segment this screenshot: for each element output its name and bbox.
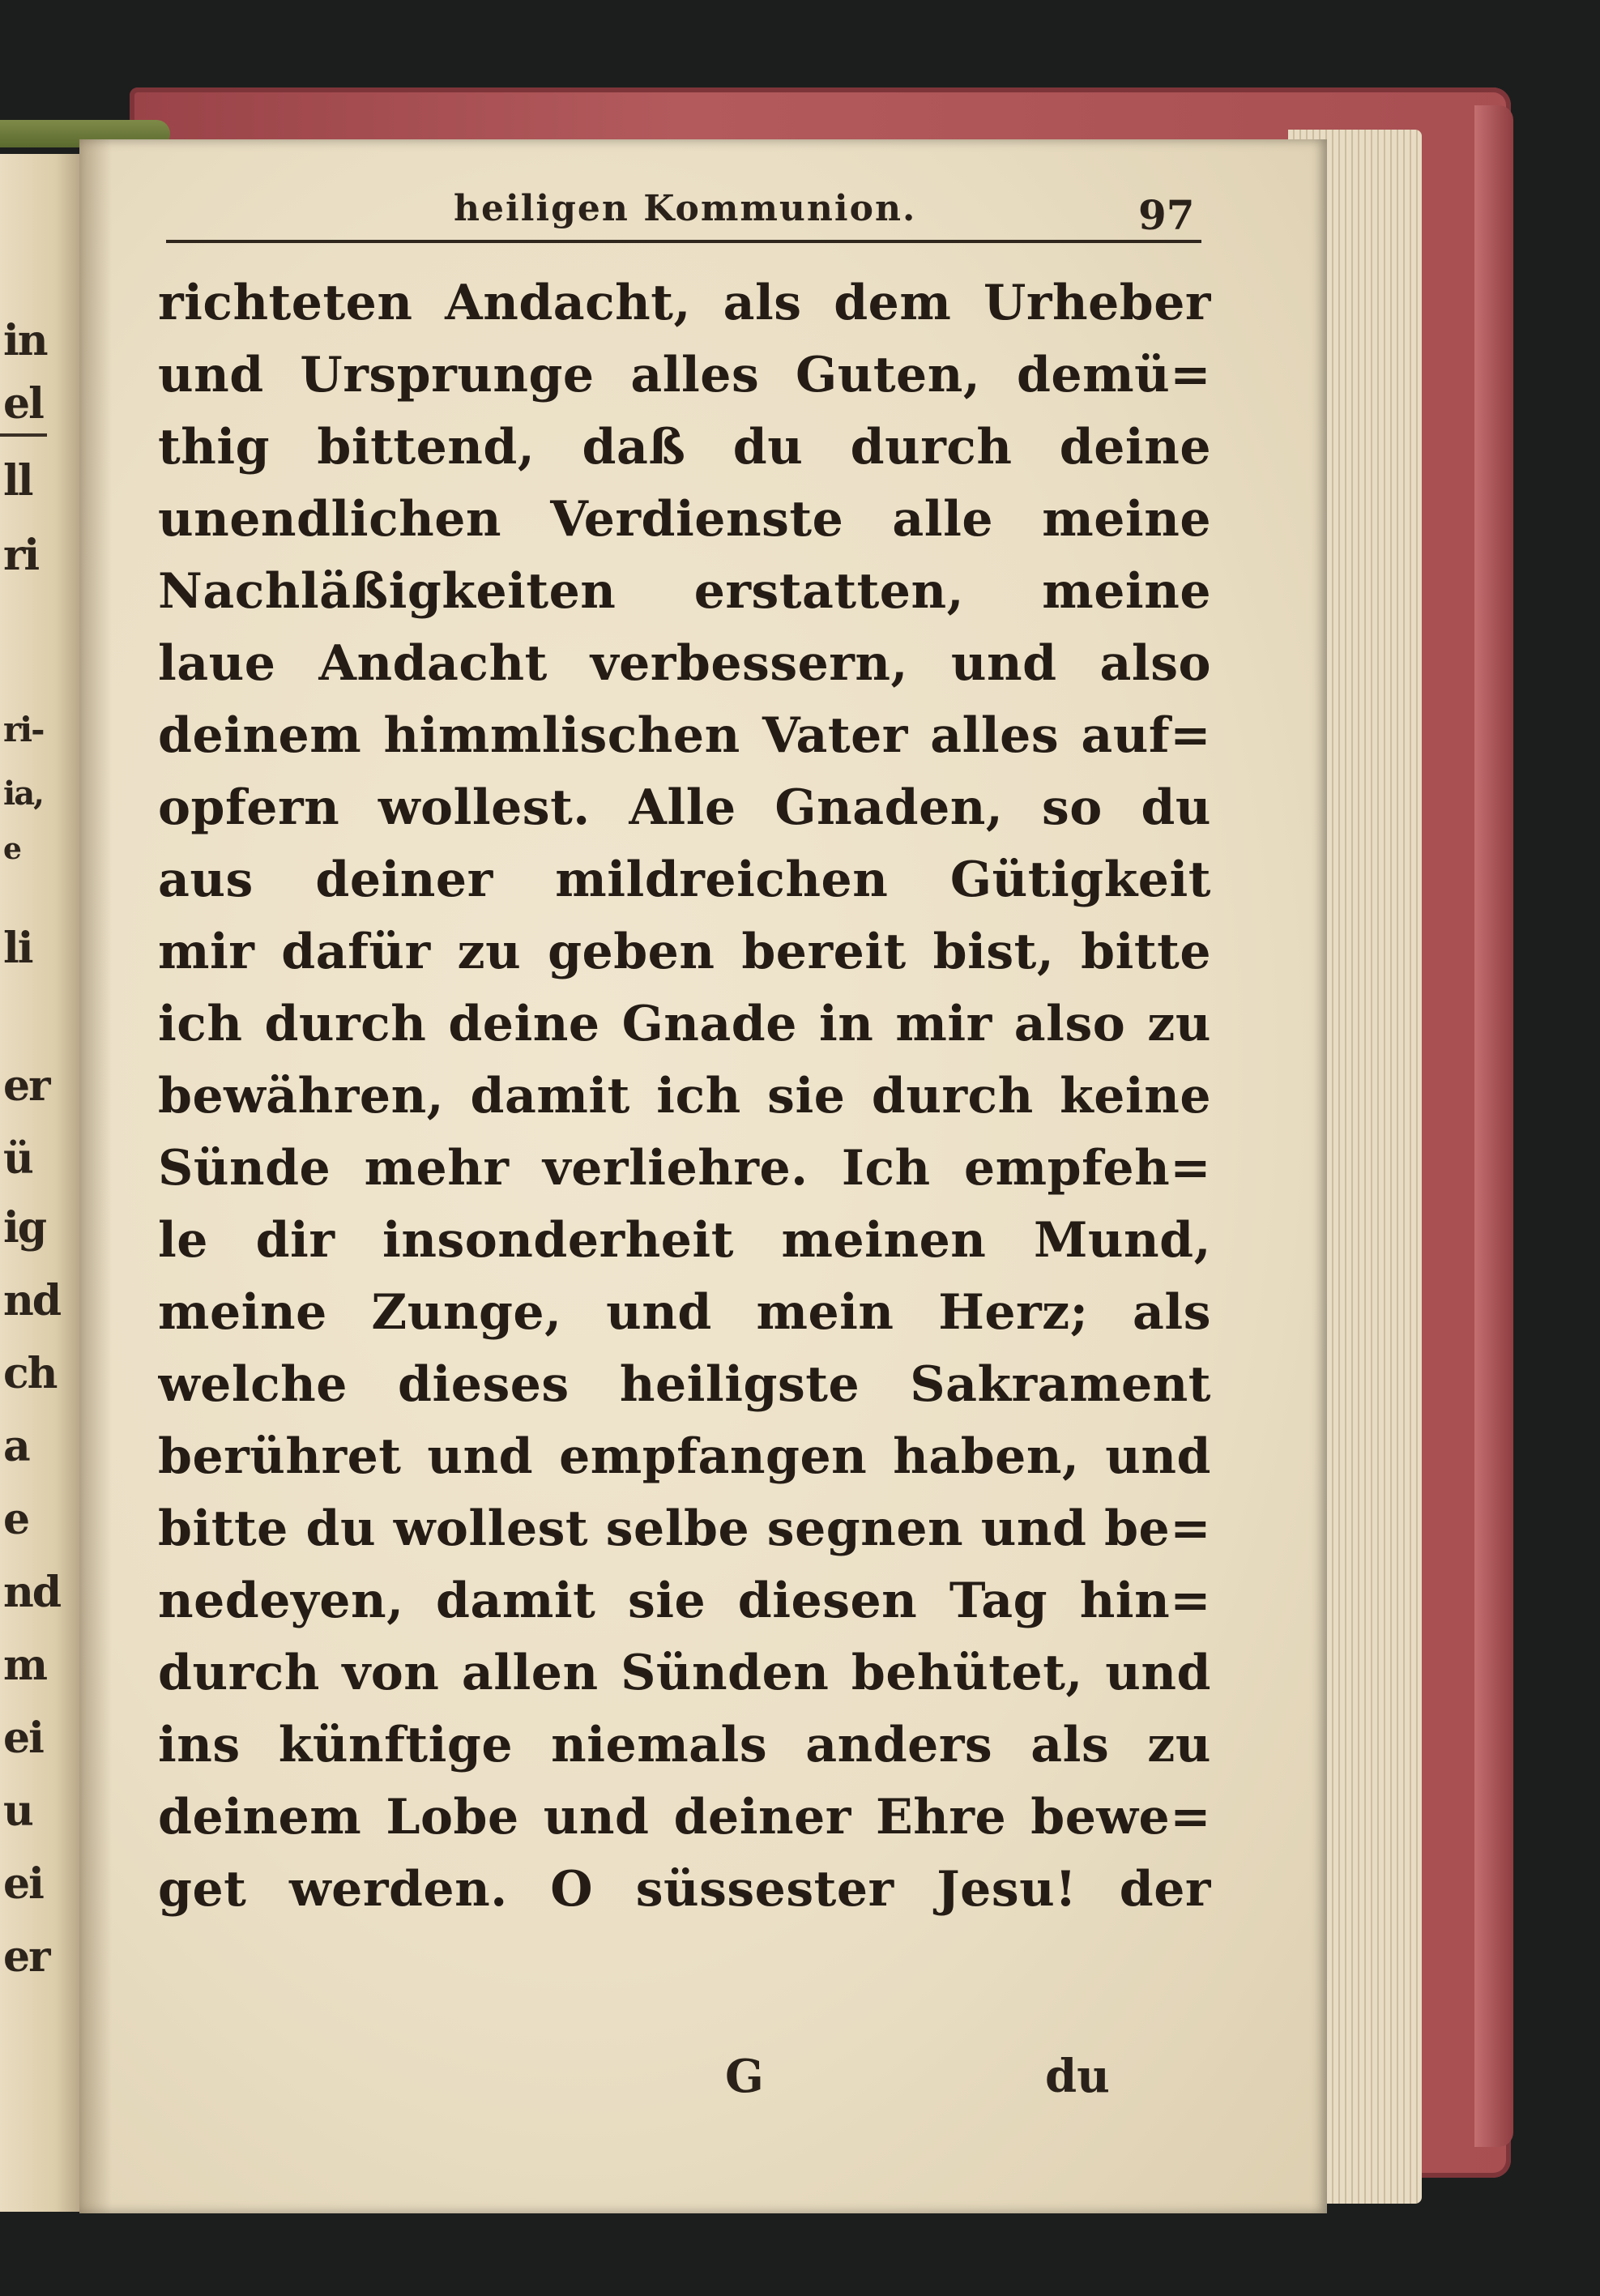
- gutter-shadow: [79, 139, 112, 2213]
- left-fragment: ia,: [3, 775, 44, 813]
- text-line: und Ursprunge alles Guten, demü=: [158, 347, 1211, 403]
- previous-page-rule: [0, 433, 47, 437]
- left-fragment: nd: [3, 1568, 61, 1617]
- text-line: bitte du wollest selbe segnen und be=: [158, 1500, 1211, 1557]
- header-rule: [166, 240, 1201, 243]
- left-fragment: li: [3, 924, 32, 973]
- text-line: get werden. O süssester Jesu! der: [158, 1861, 1211, 1918]
- text-line: thig bittend, daß du durch deine: [158, 419, 1211, 476]
- left-fragment: ri: [3, 531, 39, 580]
- left-fragment: er: [3, 1932, 49, 1982]
- signature-mark: G: [725, 2050, 764, 2103]
- left-fragment: ig: [3, 1203, 46, 1253]
- left-fragment: e: [3, 832, 20, 866]
- text-line: meine Zunge, und mein Herz; als: [158, 1284, 1211, 1341]
- text-line: opfern wollest. Alle Gnaden, so du: [158, 779, 1211, 836]
- text-line: richteten Andacht, als dem Urheber: [158, 275, 1211, 331]
- body-text: [158, 267, 1211, 1926]
- left-fragment: ll: [3, 456, 32, 506]
- text-line: Nachläßigkeiten erstatten, meine: [158, 563, 1211, 620]
- text-line: mir dafür zu geben bereit bist, bitte: [158, 924, 1211, 980]
- text-line: nedeyen, damit sie diesen Tag hin=: [158, 1573, 1211, 1629]
- text-line: Sünde mehr verliehre. Ich empfeh=: [158, 1140, 1211, 1197]
- left-fragment: ü: [3, 1134, 32, 1184]
- text-line: le dir insonderheit meinen Mund,: [158, 1212, 1211, 1269]
- text-line: unendlichen Verdienste alle meine: [158, 491, 1211, 548]
- left-fragment: er: [3, 1061, 49, 1111]
- cover-edge: [1474, 105, 1513, 2147]
- catchword: du: [1045, 2050, 1110, 2103]
- left-fragment: e: [3, 1495, 29, 1544]
- left-fragment: ch: [3, 1349, 57, 1398]
- text-line: aus deiner mildreichen Gütigkeit: [158, 851, 1211, 908]
- left-fragment: a: [3, 1422, 29, 1471]
- text-line: ins künftige niemals anders als zu: [158, 1717, 1211, 1773]
- left-fragment: in: [3, 316, 47, 365]
- left-fragment: nd: [3, 1276, 61, 1325]
- left-fragment: ri-: [3, 710, 44, 749]
- left-fragment: u: [3, 1786, 32, 1836]
- text-line: bewähren, damit ich sie durch keine: [158, 1068, 1211, 1125]
- page-number: 97: [1138, 191, 1195, 239]
- text-line: berühret und empfangen haben, und: [158, 1428, 1211, 1485]
- text-line: deinem Lobe und deiner Ehre bewe=: [158, 1789, 1211, 1846]
- running-head: heiligen Kommunion.: [454, 188, 917, 229]
- left-fragment: ei: [3, 1859, 43, 1909]
- text-line: welche dieses heiligste Sakrament: [158, 1356, 1211, 1413]
- text-line: ich durch deine Gnade in mir also zu: [158, 996, 1211, 1052]
- previous-page: [0, 154, 79, 2212]
- left-fragment: m: [3, 1641, 47, 1690]
- text-line: durch von allen Sünden behütet, und: [158, 1645, 1211, 1701]
- text-line: laue Andacht verbessern, und also: [158, 635, 1211, 692]
- left-fragment: ei: [3, 1713, 43, 1763]
- text-line: deinem himmlischen Vater alles auf=: [158, 707, 1211, 764]
- left-fragment: el: [3, 379, 43, 429]
